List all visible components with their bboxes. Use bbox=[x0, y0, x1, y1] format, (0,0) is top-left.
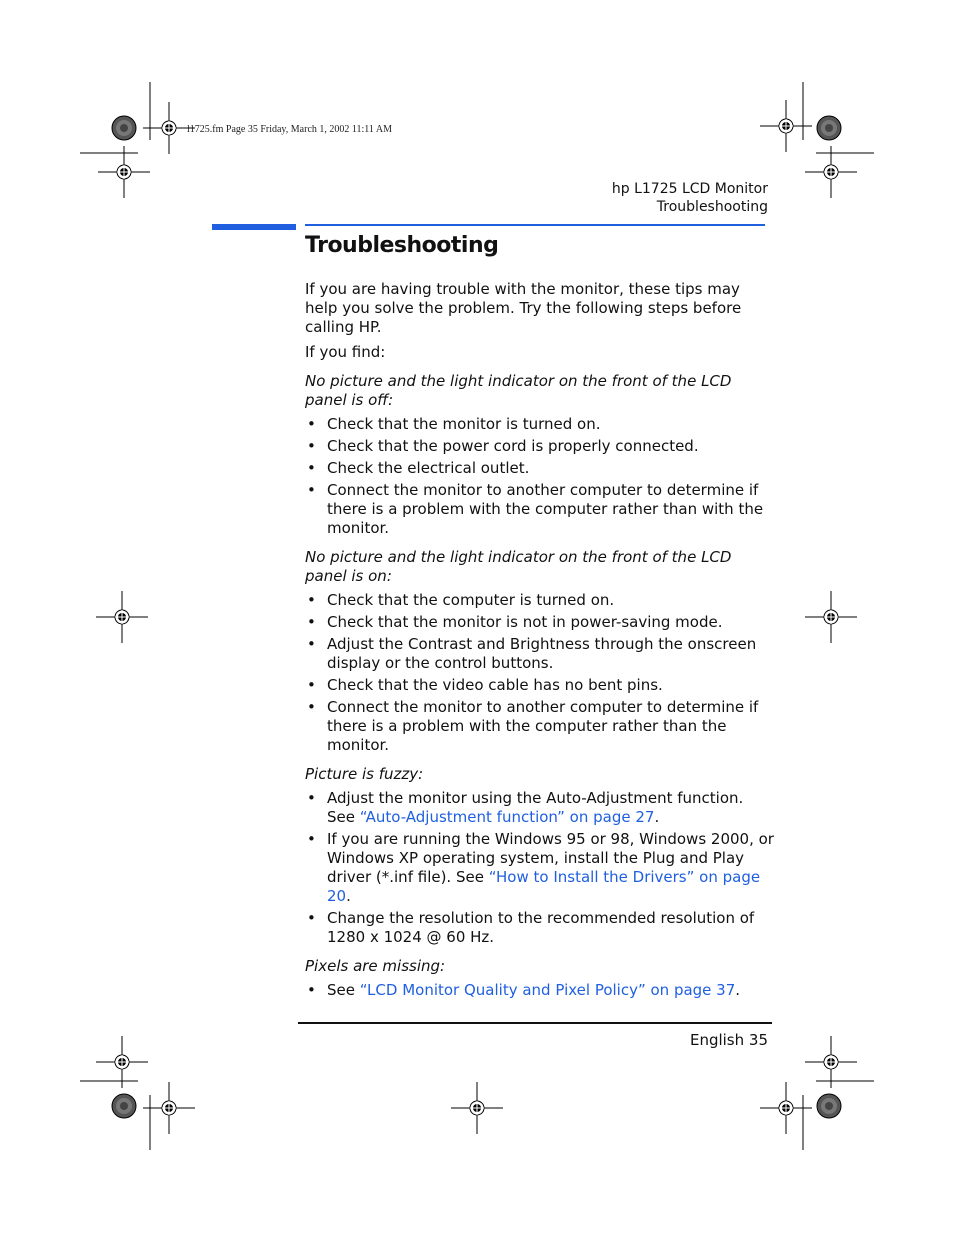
bullet-icon: • bbox=[307, 415, 316, 433]
list-item-text: Connect the monitor to another computer to determine if there is a problem with the computer rather than the monitor. bbox=[327, 698, 759, 754]
registration-crosshair-icon bbox=[805, 146, 857, 198]
list-item-text: Change the resolution to the recommended resolution of 1280 x 1024 @ 60 Hz. bbox=[327, 909, 755, 946]
starburst-target-icon bbox=[112, 1094, 136, 1118]
registration-crosshair-icon bbox=[451, 1082, 503, 1134]
bullet-icon: • bbox=[307, 437, 316, 455]
list-item-text: Connect the monitor to another computer to determine if there is a problem with the computer rather than with the monitor. bbox=[327, 481, 764, 537]
registration-crosshair-icon bbox=[96, 1036, 148, 1088]
list-item-text: Adjust the monitor using the Auto-Adjustment function. See bbox=[327, 789, 744, 826]
list-item-text: Check that the computer is turned on. bbox=[327, 591, 615, 609]
registration-crosshair-icon bbox=[96, 591, 148, 643]
bullet-icon: • bbox=[307, 459, 316, 477]
starburst-target-icon bbox=[112, 116, 136, 140]
symptom-heading: Picture is fuzzy: bbox=[305, 765, 424, 783]
running-header-product: hp L1725 LCD Monitor bbox=[611, 181, 768, 197]
list-item-text: Check that the video cable has no bent pins. bbox=[327, 676, 663, 694]
list-item-text: If you are running the Windows 95 or 98, Windows 2000, or Windows XP operating system, install the Plug and Play driver (*.inf file). See bbox=[327, 830, 774, 886]
cross-reference-link[interactable]: “How to Install the Drivers” on page 20 bbox=[327, 868, 761, 905]
registration-crosshair-icon bbox=[143, 1082, 195, 1134]
bullet-icon: • bbox=[307, 830, 316, 848]
list-item-text: Check that the power cord is properly connected. bbox=[327, 437, 699, 455]
if-you-find-label: If you find: bbox=[305, 343, 386, 361]
bullet-icon: • bbox=[307, 981, 316, 999]
bullet-icon: • bbox=[307, 591, 316, 609]
registration-crosshair-icon bbox=[760, 100, 812, 152]
page-title: Troubleshooting bbox=[305, 233, 499, 258]
list-item-text: Check the electrical outlet. bbox=[327, 459, 530, 477]
bullet-icon: • bbox=[307, 698, 316, 716]
list-item-text: See bbox=[327, 981, 360, 999]
symptom-heading: No picture and the light indicator on the front of the LCD panel is off: bbox=[305, 372, 732, 409]
list-item-text: Check that the monitor is turned on. bbox=[327, 415, 601, 433]
bullet-icon: • bbox=[307, 481, 316, 499]
symptom-heading: No picture and the light indicator on the front of the LCD panel is on: bbox=[305, 548, 732, 585]
page-footer: English 35 bbox=[689, 1031, 768, 1049]
list-item-punctuation: . bbox=[735, 981, 741, 999]
bullet-icon: • bbox=[307, 635, 316, 653]
list-item-text: Check that the monitor is not in power-saving mode. bbox=[327, 613, 723, 631]
list-item-text: Adjust the Contrast and Brightness through the onscreen display or the control buttons. bbox=[327, 635, 757, 672]
cross-reference-link[interactable]: “Auto-Adjustment function” on page 27 bbox=[359, 808, 655, 826]
symptom-heading: Pixels are missing: bbox=[305, 957, 446, 975]
bullet-icon: • bbox=[307, 789, 316, 807]
intro-paragraph: If you are having trouble with the monitor, these tips may help you solve the problem. Try the following steps before calling HP. bbox=[305, 280, 742, 336]
starburst-target-icon bbox=[817, 116, 841, 140]
bullet-icon: • bbox=[307, 909, 316, 927]
registration-crosshair-icon bbox=[805, 1036, 857, 1088]
running-header-chapter: Troubleshooting bbox=[656, 199, 768, 215]
list-item-punctuation: . bbox=[654, 808, 660, 826]
registration-crosshair-icon bbox=[760, 1082, 812, 1134]
registration-crosshair-icon bbox=[98, 146, 150, 198]
list-item-punctuation: . bbox=[346, 887, 351, 905]
cross-reference-link[interactable]: “LCD Monitor Quality and Pixel Policy” on page 37 bbox=[359, 981, 736, 999]
print-slug: l1725.fm Page 35 Friday, March 1, 2002 11:11 AM bbox=[187, 124, 392, 135]
bullet-icon: • bbox=[307, 676, 316, 694]
registration-crosshair-icon bbox=[143, 102, 195, 154]
registration-crosshair-icon bbox=[805, 591, 857, 643]
bullet-icon: • bbox=[307, 613, 316, 631]
starburst-target-icon bbox=[817, 1094, 841, 1118]
